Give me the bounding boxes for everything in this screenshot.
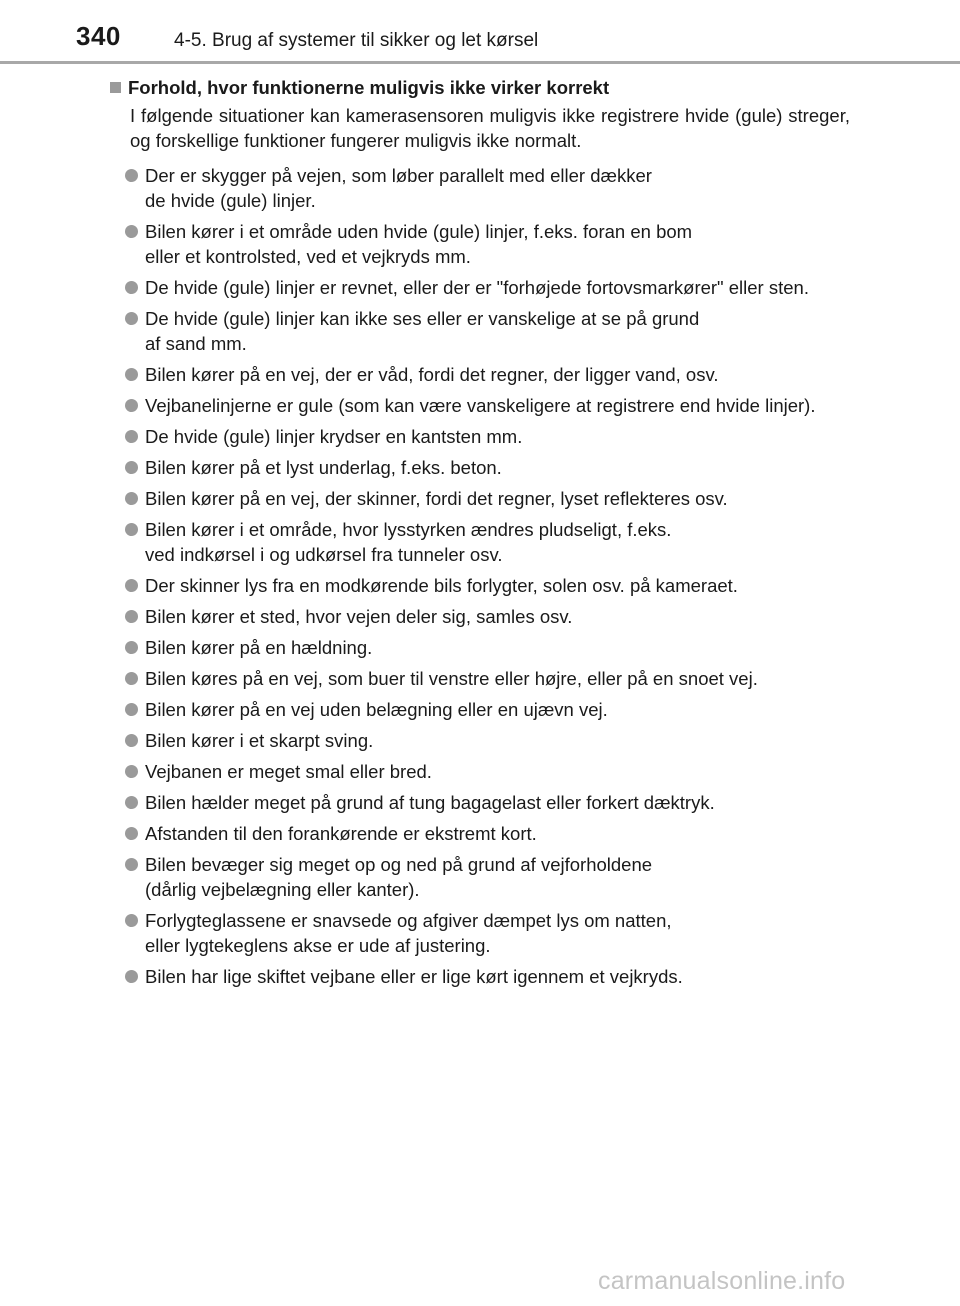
list-item-text: Vejbanelinjerne er gule (som kan være vanskeligere at registrere end hvide linjer). <box>145 395 816 416</box>
list-item <box>125 306 850 356</box>
list-item-text: Bilen kører i et skarpt sving. <box>145 730 374 751</box>
round-bullet-icon <box>125 461 138 474</box>
round-bullet-icon <box>125 914 138 927</box>
list-item <box>125 573 850 598</box>
list-item <box>125 604 850 629</box>
list-item-text: De hvide (gule) linjer er revnet, eller der er "forhøjede fortovsmarkører" eller sten. <box>145 277 809 298</box>
list-item <box>125 666 850 691</box>
round-bullet-icon <box>125 579 138 592</box>
chapter-title: 4-5. Brug af systemer til sikker og let kørsel <box>174 30 539 51</box>
list-item <box>125 424 850 449</box>
list-item <box>125 821 850 846</box>
round-bullet-icon <box>125 399 138 412</box>
list-item-text: Der er skygger på vejen, som løber parallelt med eller dækker de hvide (gule) linjer. <box>145 165 652 211</box>
list-item-text: Bilen kører på en vej uden belægning eller en ujævn vej. <box>145 699 608 720</box>
list-item-text: Bilen kører på en vej, der er våd, fordi det regner, der ligger vand, osv. <box>145 364 719 385</box>
condition-list <box>110 163 850 989</box>
list-item-text: Bilen kører et sted, hvor vejen deler sig, samles osv. <box>145 606 573 627</box>
round-bullet-icon <box>125 734 138 747</box>
header-divider <box>0 61 960 64</box>
section-heading-text: Forhold, hvor funktionerne muligvis ikke virker korrekt <box>128 77 610 98</box>
list-item-text: Bilen køres på en vej, som buer til venstre eller højre, eller på en snoet vej. <box>145 668 758 689</box>
list-item <box>125 759 850 784</box>
list-item-text: Der skinner lys fra en modkørende bils forlygter, solen osv. på kameraet. <box>145 575 738 596</box>
list-item <box>125 697 850 722</box>
list-item <box>125 728 850 753</box>
list-item <box>125 455 850 480</box>
list-item <box>125 362 850 387</box>
list-item <box>125 275 850 300</box>
round-bullet-icon <box>125 796 138 809</box>
list-item <box>125 517 850 567</box>
list-item-text: Bilen bevæger sig meget op og ned på grund af vejforholdene (dårlig vejbelægning eller kanter). <box>145 854 653 900</box>
round-bullet-icon <box>125 858 138 871</box>
list-item-text: Afstanden til den forankørende er ekstremt kort. <box>145 823 537 844</box>
round-bullet-icon <box>125 312 138 325</box>
watermark: carmanualsonline.info <box>598 1267 846 1295</box>
list-item-text: Bilen kører på en hældning. <box>145 637 373 658</box>
list-item <box>125 964 850 989</box>
list-item-text: Bilen kører på et lyst underlag, f.eks. beton. <box>145 457 502 478</box>
list-item <box>125 852 850 902</box>
section-heading <box>110 76 850 99</box>
list-item-text: De hvide (gule) linjer krydser en kantsten mm. <box>145 426 523 447</box>
list-item <box>125 790 850 815</box>
list-item-text: Vejbanen er meget smal eller bred. <box>145 761 432 782</box>
round-bullet-icon <box>125 672 138 685</box>
list-item-text: Bilen kører på en vej, der skinner, fordi det regner, lyset reflekteres osv. <box>145 488 728 509</box>
round-bullet-icon <box>125 169 138 182</box>
round-bullet-icon <box>125 225 138 238</box>
round-bullet-icon <box>125 703 138 716</box>
list-item <box>125 908 850 958</box>
round-bullet-icon <box>125 641 138 654</box>
round-bullet-icon <box>125 610 138 623</box>
list-item-text: Bilen kører i et område, hvor lysstyrken ændres pludseligt, f.eks. ved indkørsel i og udkørsel fra tunneler osv. <box>145 519 672 565</box>
list-item <box>125 163 850 213</box>
round-bullet-icon <box>125 970 138 983</box>
round-bullet-icon <box>125 765 138 778</box>
list-item-text: Forlygteglassene er snavsede og afgiver dæmpet lys om natten, eller lygtekeglens akse er ude af justering. <box>145 910 672 956</box>
list-item-text: Bilen kører i et område uden hvide (gule) linjer, f.eks. foran en bom eller et kontrolsted, ved et vejkryds mm. <box>145 221 693 267</box>
round-bullet-icon <box>125 368 138 381</box>
list-item-text: Bilen har lige skiftet vejbane eller er lige kørt igennem et vejkryds. <box>145 966 683 987</box>
round-bullet-icon <box>125 430 138 443</box>
page-content <box>110 76 850 995</box>
round-bullet-icon <box>125 492 138 505</box>
page-number: 340 <box>76 21 121 51</box>
list-item-text: Bilen hælder meget på grund af tung bagagelast eller forkert dæktryk. <box>145 792 715 813</box>
list-item <box>125 219 850 269</box>
list-item-text: De hvide (gule) linjer kan ikke ses eller er vanskelige at se på grund af sand mm. <box>145 308 700 354</box>
round-bullet-icon <box>125 281 138 294</box>
list-item <box>125 486 850 511</box>
page-header <box>0 0 960 62</box>
intro-paragraph: I følgende situationer kan kamerasensoren muligvis ikke registrere hvide (gule) streger, og forskellige funktioner fungerer muligvis ikke normalt. <box>130 105 850 151</box>
list-item <box>125 635 850 660</box>
square-bullet-icon <box>110 82 121 93</box>
round-bullet-icon <box>125 523 138 536</box>
list-item <box>125 393 850 418</box>
round-bullet-icon <box>125 827 138 840</box>
